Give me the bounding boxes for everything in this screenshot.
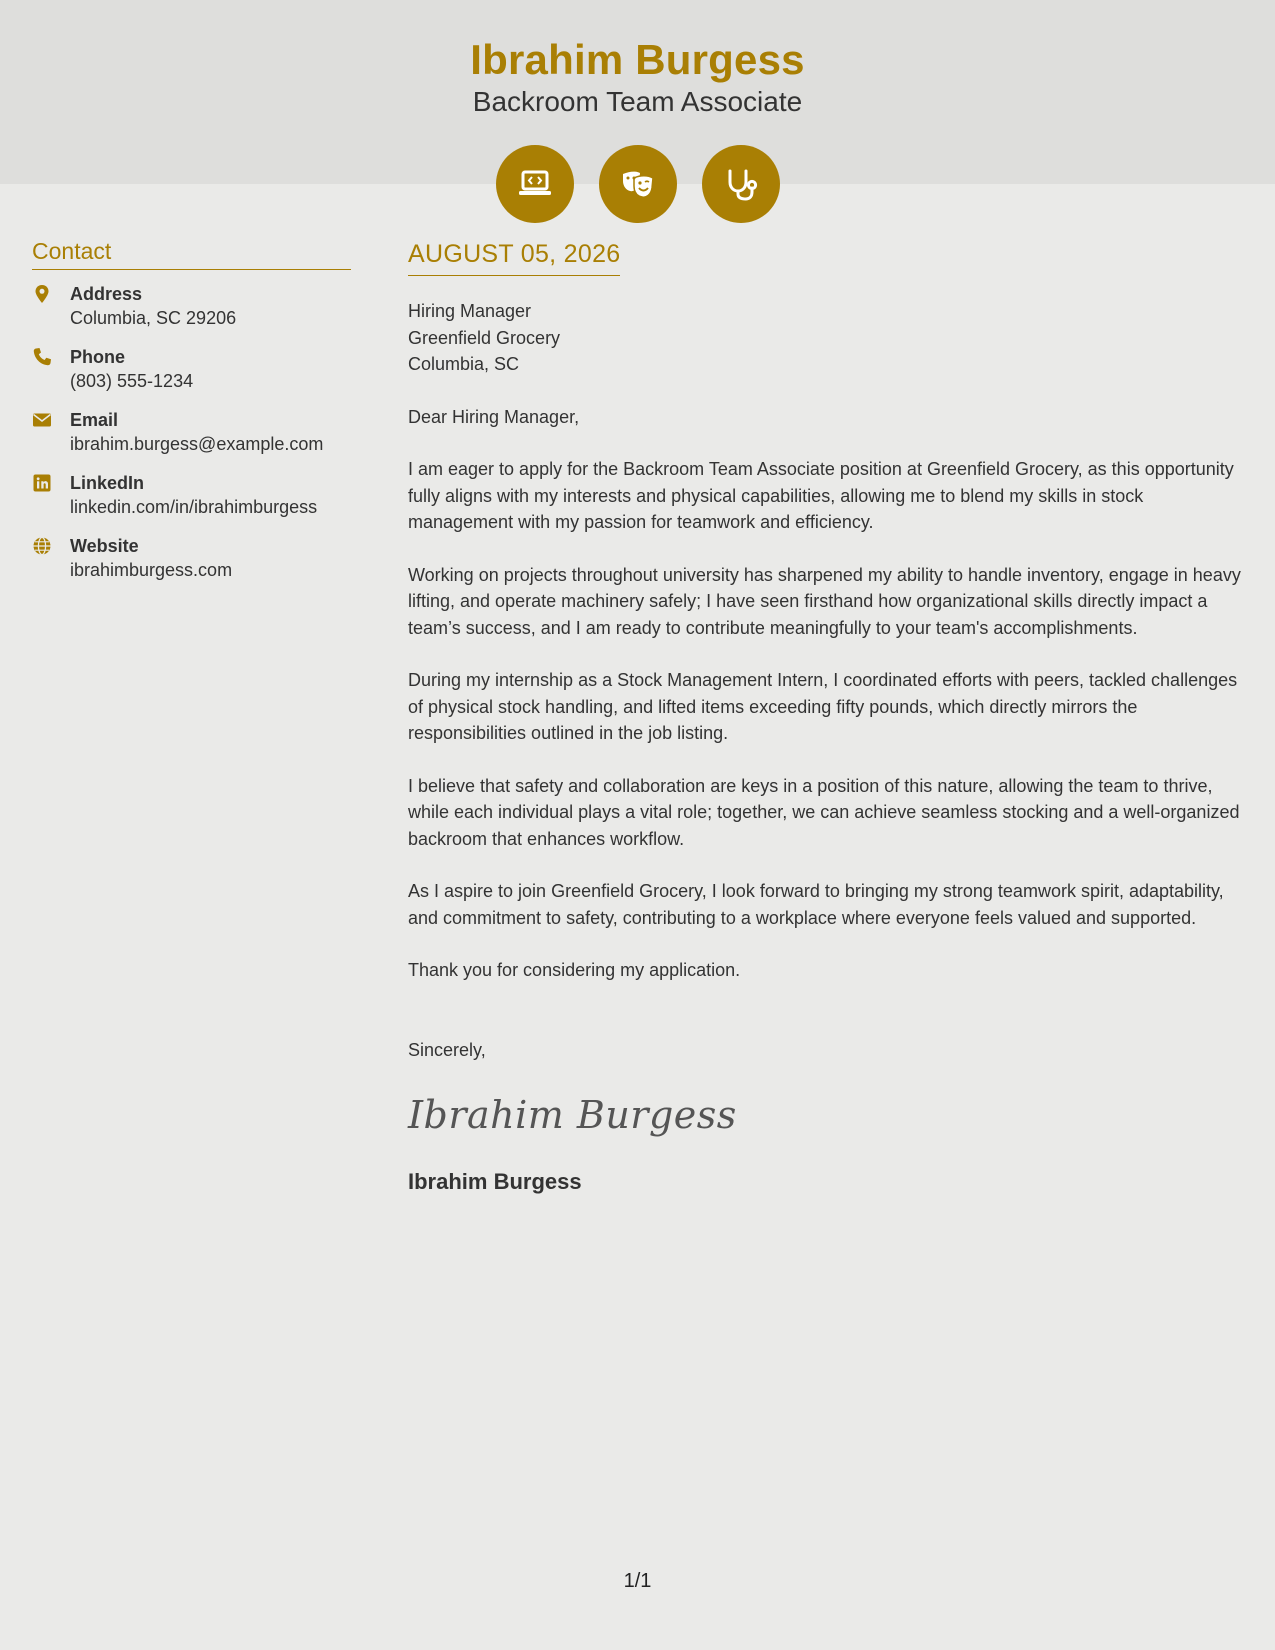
body-paragraph: Working on projects throughout university has sharpened my ability to handle inventory, engage in heavy lifting, and operate machinery safely; I have seen firsthand how organizational skills directly impact a team’s success, and I am ready to contribute meaningfully to your team's accomplishments. — [408, 564, 1241, 638]
contact-heading: Contact — [32, 238, 351, 270]
closing: Sincerely, — [408, 1039, 486, 1060]
contact-value: (803) 555-1234 — [70, 371, 194, 391]
letter-date: AUGUST 05, 2026 — [408, 240, 621, 268]
contact-website — [32, 534, 351, 597]
envelope-icon — [32, 408, 70, 432]
contact-label: Phone — [70, 347, 126, 367]
badge-stethoscope — [702, 145, 780, 223]
signed-name: Ibrahim Burgess — [408, 1168, 582, 1194]
recipient-line: Columbia, SC — [408, 354, 520, 374]
badge-masks — [599, 145, 677, 223]
contact-sidebar — [32, 238, 351, 597]
laptop-code-icon — [515, 164, 555, 204]
contact-value: linkedin.com/in/ibrahimburgess — [70, 497, 318, 517]
page-number: 1/1 — [623, 1570, 652, 1592]
body-paragraph: I am eager to apply for the Backroom Team Associate position at Greenfield Grocery, as this opportunity fully aligns with my interests and physical capabilities, allowing me to blend my skills in stock management with my passion for teamwork and efficiency. — [408, 459, 1234, 532]
recipient-block — [408, 298, 1253, 378]
salutation: Dear Hiring Manager, — [408, 406, 580, 427]
contact-address — [32, 282, 351, 345]
contact-linkedin — [32, 471, 351, 534]
body-paragraph: Thank you for considering my application. — [408, 960, 741, 980]
contact-value: ibrahim.burgess@example.com — [70, 434, 324, 454]
linkedin-icon — [32, 471, 70, 495]
map-pin-icon — [32, 282, 70, 306]
candidate-name: Ibrahim Burgess — [470, 36, 805, 83]
globe-icon — [32, 534, 70, 558]
theater-masks-icon — [618, 164, 658, 204]
body-paragraph: During my internship as a Stock Management Intern, I coordinated efforts with peers, tackled challenges of physical stock handling, and lifted items exceeding fifty pounds, which directly mirrors the responsibilities outlined in the job listing. — [408, 670, 1238, 743]
candidate-role: Backroom Team Associate — [472, 86, 803, 117]
recipient-line: Hiring Manager — [408, 301, 532, 321]
phone-icon — [32, 345, 70, 369]
contact-label: Website — [70, 536, 139, 556]
contact-label: LinkedIn — [70, 473, 145, 493]
contact-email — [32, 408, 351, 471]
contact-value: Columbia, SC 29206 — [70, 308, 237, 328]
contact-value: ibrahimburgess.com — [70, 560, 233, 580]
stethoscope-icon — [721, 164, 761, 204]
interest-badges — [0, 145, 1275, 223]
cover-letter — [408, 240, 1253, 1195]
handwritten-signature: Ibrahim Burgess — [408, 1092, 737, 1137]
recipient-line: Greenfield Grocery — [408, 327, 561, 348]
contact-label: Address — [70, 284, 143, 304]
body-paragraph: As I aspire to join Greenfield Grocery, I look forward to bringing my strong teamwork spirit, adaptability, and commitment to safety, contributing to a workplace where everyone feels valued and supported. — [408, 881, 1224, 928]
date-block — [408, 240, 620, 276]
body-paragraph: I believe that safety and collaboration are keys in a position of this nature, allowing the team to thrive, while each individual plays a vital role; together, we can achieve seamless stocking and a well-organized backroom that enhances workflow. — [408, 775, 1240, 849]
badge-laptop — [496, 145, 574, 223]
contact-phone — [32, 345, 351, 408]
contact-list — [32, 282, 351, 597]
contact-label: Email — [70, 410, 119, 430]
